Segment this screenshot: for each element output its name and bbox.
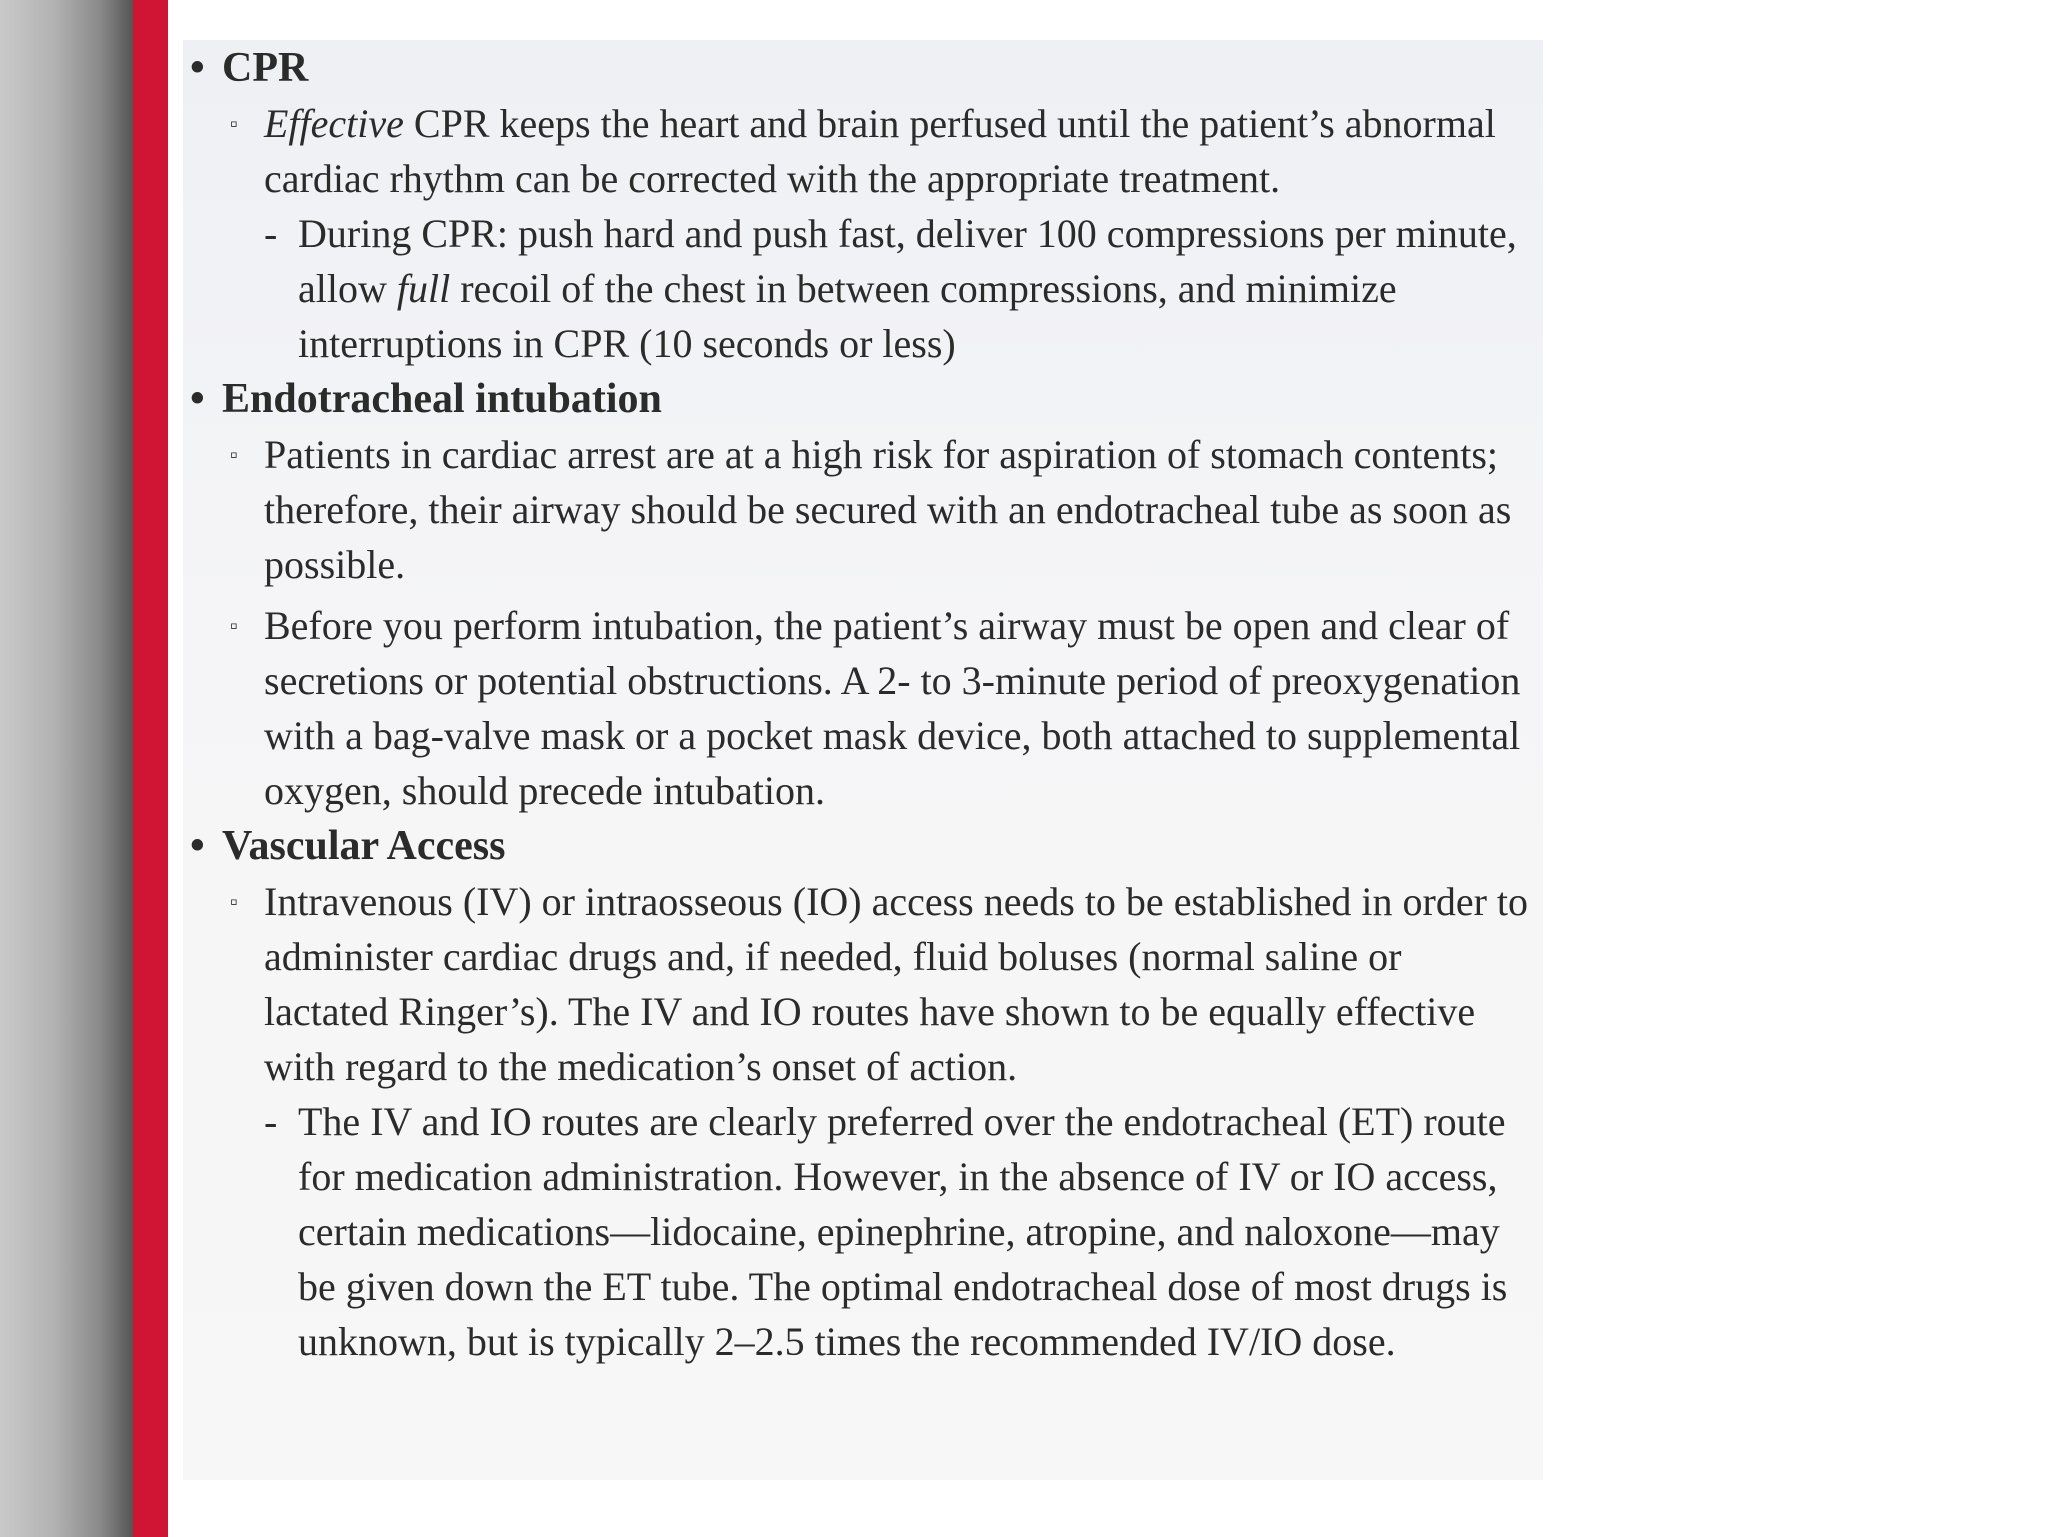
list-item [230,427,1535,592]
list-item [230,874,1535,1094]
item-text: Intravenous (IV) or intraosseous (IO) access needs to be established in order to administer cardiac drugs and, if needed, fluid boluses (normal saline or lactated Ringer’s). The IV and IO routes have shown to be equally effective with regard to the medication’s onset of action. [264,879,1529,1089]
emphasis-text: Effective [264,101,404,146]
item-text [264,96,1535,206]
section-heading-cpr [190,40,1535,96]
section-title: Endotracheal intubation [222,376,662,422]
left-gray-border [0,0,133,1537]
square-bullet-icon: ▫ [230,613,238,638]
sub-item-post: recoil of the chest in between compressions, and minimize interruptions in CPR (10 seconds or less) [298,266,1397,366]
bullet-icon: • [190,823,205,869]
square-bullet-icon: ▫ [230,442,238,467]
square-bullet-icon: ▫ [230,111,238,136]
section-heading-vascular-access [190,818,1535,874]
sub-item-text [298,206,1535,371]
square-bullet-icon: ▫ [230,889,238,914]
item-text: Before you perform intubation, the patient’s airway must be open and clear of secretions or potential obstructions. A 2- to 3-minute period of preoxygenation with a bag-valve mask or a pocket mask device, both attached to supplemental oxygen, should precede intubation. [264,603,1521,813]
item-text: Patients in cardiac arrest are at a high risk for aspiration of stomach contents; therefore, their airway should be secured with an endotracheal tube as soon as possible. [264,432,1512,587]
sub-item-pre: During CPR: push hard and push fast, deliver 100 compressions per minute, allow [298,211,1517,311]
sub-item-text: The IV and IO routes are clearly preferred over the endotracheal (ET) route for medication administration. However, in the absence of IV or IO access, certain medications—lidocaine, epinephrine, atropine, and naloxone—may be given down the ET tube. The optimal endotracheal dose of most drugs is unknown, but is typically 2–2.5 times the recommended IV/IO dose. [298,1099,1508,1364]
bullet-icon: • [190,45,205,91]
bullet-icon: • [190,376,205,422]
red-accent-bar [133,0,168,1537]
list-item [230,96,1535,206]
sub-item [264,206,1535,371]
list-item [230,598,1535,818]
section-title: Vascular Access [222,823,506,869]
item-body: CPR keeps the heart and brain perfused until the patient’s abnormal cardiac rhythm can be corrected with the appropriate treatment. [264,101,1496,201]
sub-item [264,1094,1535,1369]
dash-bullet-icon: - [264,211,278,256]
emphasis-text: full [396,266,451,311]
section-title: CPR [222,45,309,91]
section-heading-intubation [190,371,1535,427]
document-body [190,40,1535,1369]
dash-bullet-icon: - [264,1099,278,1144]
